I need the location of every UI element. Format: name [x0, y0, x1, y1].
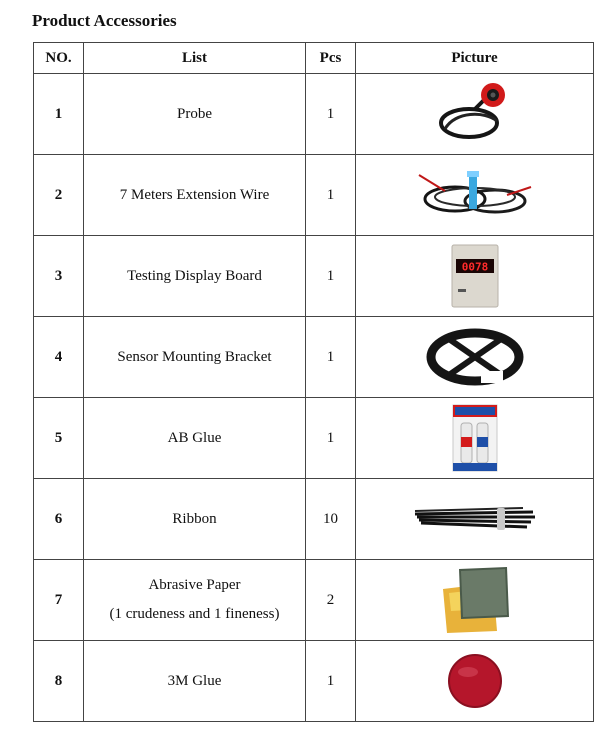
- table-row: [34, 560, 594, 641]
- table-row: [34, 641, 594, 722]
- row-item-name: Sensor Mounting Bracket: [84, 317, 306, 398]
- row-number: 5: [34, 398, 84, 479]
- page-title: Product Accessories: [32, 11, 177, 30]
- table-row: [34, 155, 594, 236]
- cable-ties-icon: [413, 504, 537, 534]
- row-number: 8: [34, 641, 84, 722]
- abrasive-paper-icon: [437, 565, 513, 635]
- row-picture: [356, 317, 594, 398]
- row-number: 7: [34, 560, 84, 641]
- row-number: 2: [34, 155, 84, 236]
- header-pcs: Pcs: [306, 43, 356, 74]
- row-picture: [356, 641, 594, 722]
- row-picture: [356, 398, 594, 479]
- table-row: [34, 74, 594, 155]
- table-row: [34, 236, 594, 317]
- row-item-name: Testing Display Board: [84, 236, 306, 317]
- row-number: 6: [34, 479, 84, 560]
- probe-icon: [435, 81, 515, 147]
- 3m-glue-icon: [446, 652, 504, 710]
- header-list: List: [84, 43, 306, 74]
- table-row: [34, 479, 594, 560]
- row-number: 1: [34, 74, 84, 155]
- ab-glue-icon: [447, 403, 503, 473]
- display-reading: 0078: [461, 260, 488, 274]
- accessories-table: [33, 42, 594, 722]
- row-quantity: 1: [306, 317, 356, 398]
- row-picture: [356, 74, 594, 155]
- row-item-name: 3M Glue: [84, 641, 306, 722]
- row-item-name: Probe: [84, 74, 306, 155]
- row-item-name: [84, 560, 306, 641]
- row-picture: [356, 479, 594, 560]
- row-picture: [356, 560, 594, 641]
- row-picture: [356, 155, 594, 236]
- row-quantity: 1: [306, 398, 356, 479]
- row-quantity: 1: [306, 236, 356, 317]
- row-item-name: 7 Meters Extension Wire: [84, 155, 306, 236]
- row-item-name: AB Glue: [84, 398, 306, 479]
- row-quantity: 1: [306, 641, 356, 722]
- row-quantity: 10: [306, 479, 356, 560]
- table-row: [34, 317, 594, 398]
- header-picture: Picture: [356, 43, 594, 74]
- display-board-icon: [450, 243, 500, 309]
- row-quantity: 1: [306, 155, 356, 236]
- row-number: 3: [34, 236, 84, 317]
- row-picture: [356, 236, 594, 317]
- row-item-name: Ribbon: [84, 479, 306, 560]
- mounting-bracket-icon: [425, 327, 525, 387]
- extension-wire-icon: [415, 167, 535, 223]
- item-name-line-1: Abrasive Paper: [148, 577, 241, 593]
- table-header-row: [34, 43, 594, 74]
- item-name-line-2: (1 crudeness and 1 fineness): [109, 606, 280, 622]
- row-number: 4: [34, 317, 84, 398]
- table-row: [34, 398, 594, 479]
- row-quantity: 1: [306, 74, 356, 155]
- header-no: NO.: [34, 43, 84, 74]
- row-quantity: 2: [306, 560, 356, 641]
